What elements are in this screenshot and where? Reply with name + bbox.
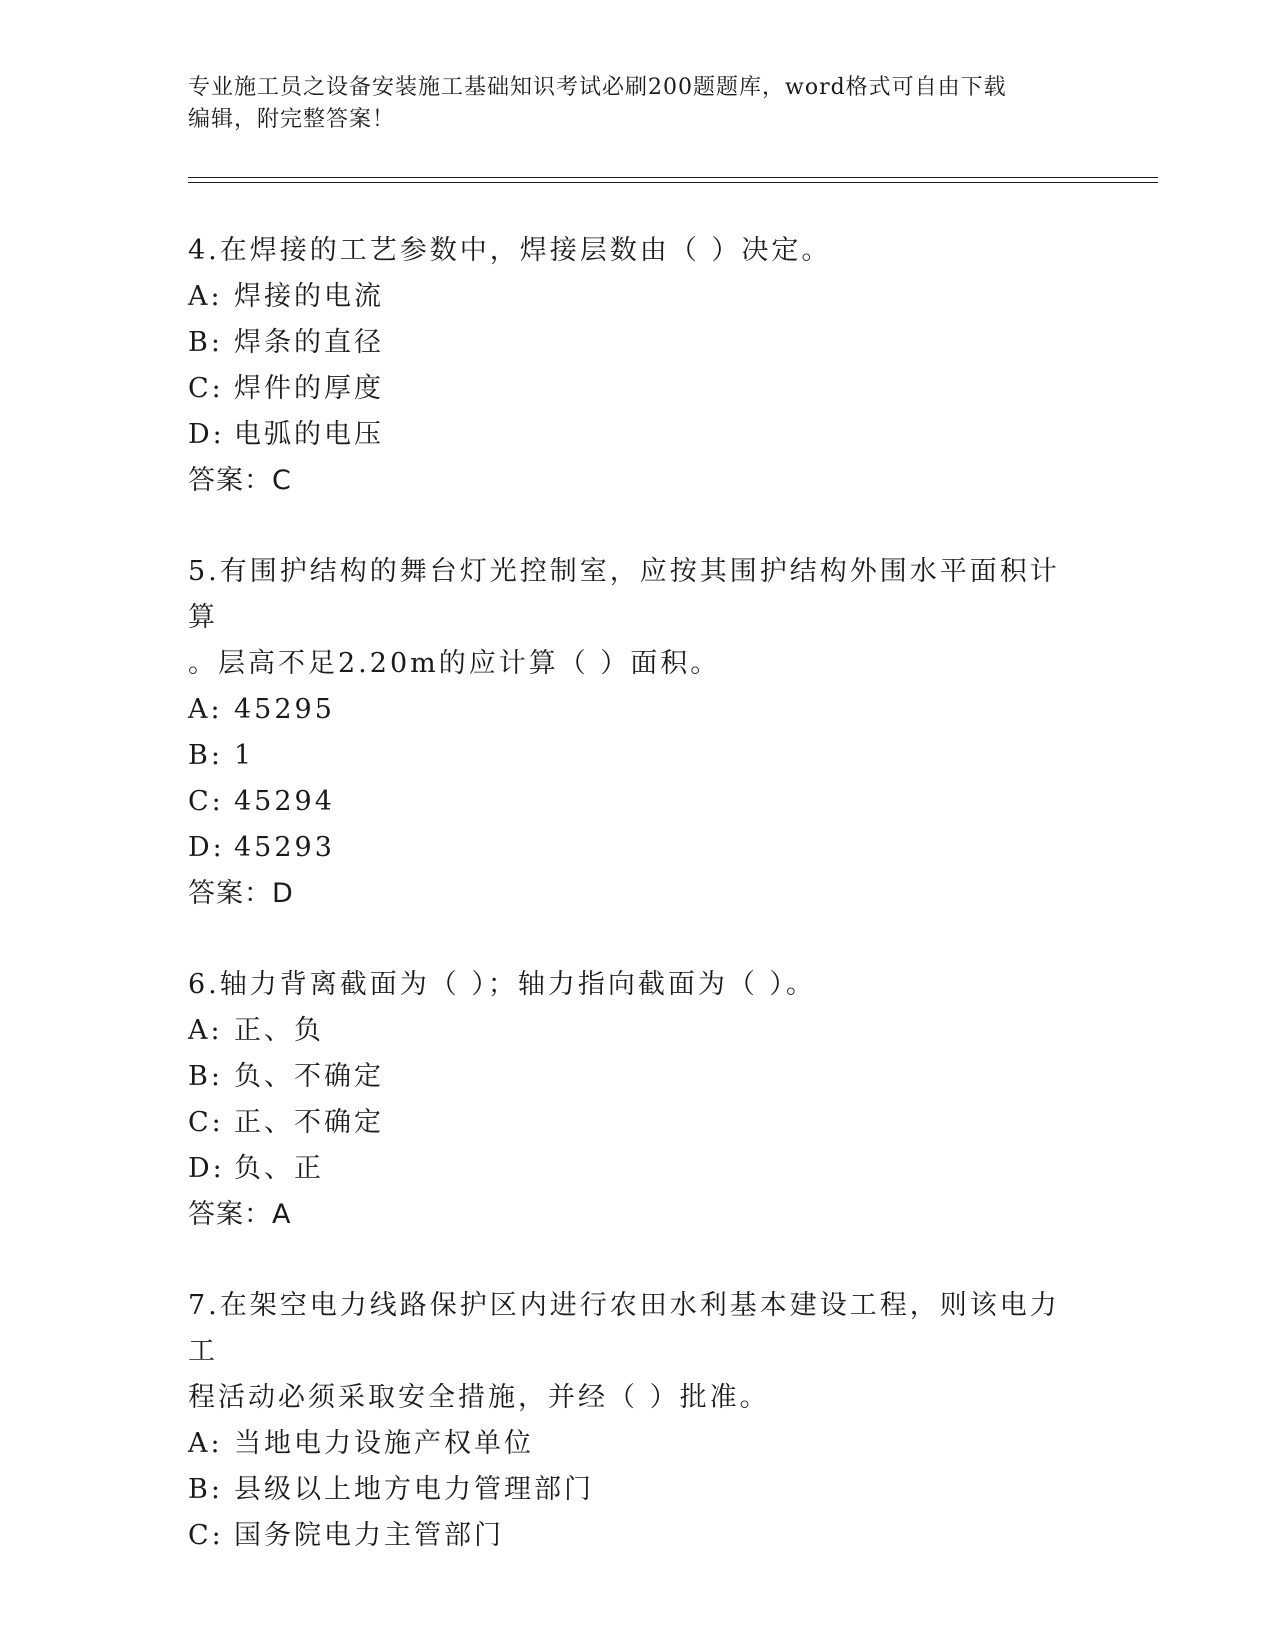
option-text: 当地电力设施产权单位 [234,1428,534,1459]
option-text: 正、不确定 [234,1107,384,1138]
option-b [188,733,1088,779]
option-label: D: [188,1153,225,1184]
option-text: 45294 [234,786,335,817]
header-line-1: 专业施工员之设备安装施工基础知识考试必刷200题题库，word格式可自由下载 [188,75,1007,100]
option-text: 焊件的厚度 [234,373,384,404]
option-d [188,412,1088,458]
option-d [188,1146,1088,1192]
document-header [188,72,1088,136]
option-a [188,274,1088,320]
option-c [188,1100,1088,1146]
option-label: B: [188,740,223,771]
option-label: B: [188,1474,223,1505]
option-c [188,366,1088,412]
option-text: 电弧的电压 [234,419,384,450]
question-text-continued: 。层高不足2.20m的应计算（ ）面积。 [188,648,721,679]
option-label: D: [188,832,225,863]
header-line-2: 编辑，附完整答案！ [188,107,396,132]
option-label: B: [188,327,223,358]
option-text: 负、不确定 [234,1061,384,1092]
answer-line: 答案：C [188,465,292,496]
option-label: C: [188,786,224,817]
question-text: 4.在焊接的工艺参数中，焊接层数由（ ）决定。 [188,235,832,266]
option-label: C: [188,1520,224,1551]
option-label: D: [188,419,225,450]
option-label: A: [188,694,223,725]
option-text: 负、正 [234,1153,324,1184]
option-b [188,1467,1088,1513]
option-text: 正、负 [234,1015,324,1046]
question-7 [188,1283,1088,1559]
option-d [188,825,1088,871]
option-label: C: [188,1107,224,1138]
question-5 [188,549,1088,917]
option-text: 45293 [234,832,335,863]
option-text: 焊条的直径 [234,327,384,358]
option-label: B: [188,1061,223,1092]
option-label: C: [188,373,224,404]
question-text: 7.在架空电力线路保护区内进行农田水利基本建设工程，则该电力工 [188,1290,1060,1367]
option-c [188,779,1088,825]
option-b [188,1054,1088,1100]
option-label: A: [188,1015,223,1046]
option-a [188,1008,1088,1054]
header-divider-top [188,177,1158,178]
question-text: 6.轴力背离截面为（ ）；轴力指向截面为（ ）。 [188,969,816,1000]
answer-line: 答案：A [188,1199,292,1230]
option-text: 焊接的电流 [234,281,384,312]
option-text: 国务院电力主管部门 [234,1520,504,1551]
header-divider-bottom [188,182,1158,183]
option-label: A: [188,281,223,312]
answer-line: 答案：D [188,878,294,909]
option-c [188,1513,1088,1559]
option-text: 45295 [234,694,335,725]
question-text-continued: 程活动必须采取安全措施，并经（ ）批准。 [188,1382,770,1413]
option-a [188,687,1088,733]
question-text: 5.有围护结构的舞台灯光控制室，应按其围护结构外围水平面积计算 [188,556,1060,633]
question-4 [188,228,1088,504]
option-label: A: [188,1428,223,1459]
question-list [188,228,1088,1604]
option-text: 县级以上地方电力管理部门 [234,1474,594,1505]
option-a [188,1421,1088,1467]
option-b [188,320,1088,366]
option-text: 1 [234,740,255,771]
question-6 [188,962,1088,1238]
